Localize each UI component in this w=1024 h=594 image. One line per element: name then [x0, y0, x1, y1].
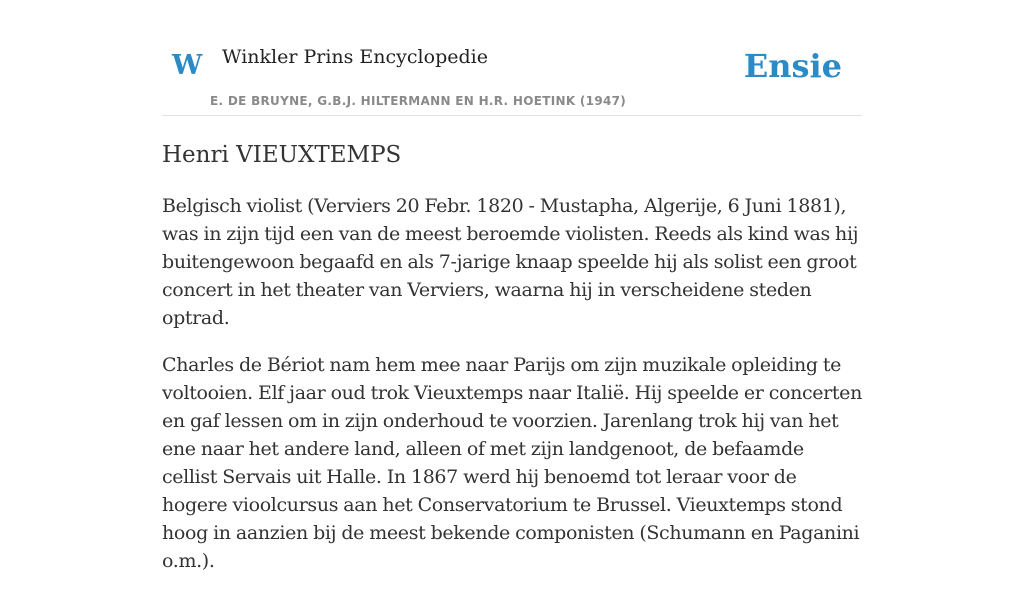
- ensie-brand-logo[interactable]: Ensie: [743, 47, 842, 85]
- article-paragraph-1: Belgisch violist (Verviers 20 Febr. 1820 - Mustapha, Algerije, 6 Juni 1881), was in zijn tijd een van de meest beroemde violisten. Reeds als kind was hij buitengewoon begaafd en als 7-jarige knaap speelde hij als solist een groot concert in het theater van Verviers, waarna hij in verscheidene steden optrad.: [162, 195, 859, 329]
- article: [162, 140, 864, 594]
- publication-authors: E. DE BRUYNE, G.B.J. HILTERMANN EN H.R. HOETINK (1947): [210, 94, 627, 108]
- header: [162, 0, 862, 116]
- publication-title[interactable]: Winkler Prins Encyclopedie: [222, 46, 488, 68]
- article-title: Henri VIEUXTEMPS: [162, 142, 402, 168]
- article-paragraph-2: Charles de Bériot nam hem mee naar Parijs om zijn muzikale opleiding te voltooien. Elf jaar oud trok Vieuxtemps naar Italië. Hij speelde er concerten en gaf lessen om in zijn onderhoud te voorzien. Jarenlang trok hij van het ene naar het andere land, alleen of met zijn landgenoot, de befaamde cellist Servais uit Halle. In 1867 werd hij benoemd tot leraar voor de hogere vioolcursus aan het Conservatorium te Brussel. Vieuxtemps stond hoog in aanzien bij de meest bekende componisten (Schumann en Paganini o.m.).: [162, 354, 862, 572]
- encyclopedia-logo-icon[interactable]: W: [172, 50, 203, 81]
